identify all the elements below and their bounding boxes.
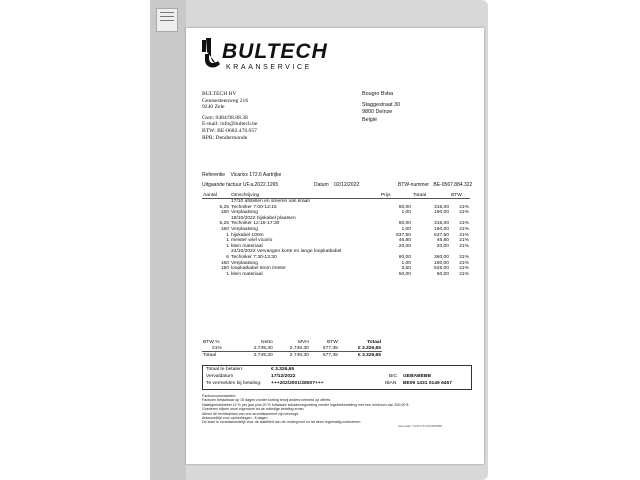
sender-gsm: Gsm: 0484/98.88.38: [202, 114, 248, 121]
vat-total-cell: 577,35: [310, 352, 339, 359]
vat-summary-table: [202, 339, 382, 358]
vat-total-cell: € 3.326,65: [339, 352, 382, 359]
bic-value: GEBABEBB: [403, 374, 431, 379]
terms-line: Facturen betaalbaar op 15 dagen zonder korting tenzij anders vermeld op offerte.: [202, 398, 332, 403]
vat-total-cell: 2.749,30: [238, 352, 274, 359]
cell-qty: 160: [220, 260, 229, 266]
page-thumbnail[interactable]: [156, 8, 178, 32]
vat-col-mvh: MVH: [297, 339, 309, 345]
cell-desc: Verplaatsing: [231, 210, 258, 216]
cell-price: 3,50: [401, 266, 411, 272]
footer-reference: Aanmaak: V13477A73C06086B6: [398, 424, 443, 428]
cell-price: 1,00: [401, 260, 411, 266]
terms-line: Alleen de rechtbanken van ons arrondissement zijn bevoegd.: [202, 411, 300, 416]
invoice-number: Uitgaande factuur UF.a.2022.1265: [202, 182, 279, 188]
terms-line: De klant is verantwoordelijk voor de stabiliteit van de ondergrond en tat deze regelmatig controleren.: [202, 420, 362, 425]
bic-label: BIC: [389, 374, 398, 379]
cell-total: 160,00: [434, 226, 449, 232]
company-logo-name: BULTECH: [222, 40, 328, 63]
cell-vat: 21%: [459, 243, 469, 249]
sender-address: [202, 91, 257, 141]
terms-line: Antwoordtijd voor opmerkingen : 8 dagen.: [202, 415, 269, 420]
payment-box: [202, 365, 472, 390]
vat-cell: € 3.326,65: [357, 345, 381, 351]
to-pay-label: Totaal te betalen:: [206, 367, 244, 372]
cell-desc: Verplaatsing: [231, 260, 258, 266]
terms-conditions: [202, 394, 409, 425]
company-logo-subtitle: KRAANSERVICE: [226, 64, 312, 71]
sender-email: E-mail: info@bultech.be: [202, 121, 258, 128]
col-btw: BTW: [450, 192, 470, 199]
vat-col-rate: BTW %: [203, 339, 220, 345]
cell-price: 60,00: [398, 204, 411, 210]
sender-street: Gentsesteenweg 216: [202, 97, 249, 104]
cell-qty: 1: [226, 238, 229, 244]
cell-total: 46,80: [436, 238, 449, 244]
vat-cell: 2.749,30: [253, 345, 273, 351]
cell-vat: 21%: [459, 210, 469, 216]
cell-total: 160,00: [434, 260, 449, 266]
cell-total: 160,00: [434, 210, 449, 216]
btw-number-label: BTW-nummer: [398, 182, 430, 188]
due-date-label: Vervaldatum: [206, 374, 234, 379]
cell-qty: 6: [226, 254, 229, 260]
cell-qty: 1: [226, 232, 229, 238]
customer-vat: [398, 182, 472, 188]
cell-price: 1,00: [401, 226, 411, 232]
sender-rpr: RPR: Dendermonde: [202, 134, 248, 141]
cell-vat: 21%: [459, 226, 469, 232]
cell-total: 315,00: [434, 221, 449, 227]
crane-hook-icon: [200, 38, 224, 72]
vat-col-totaal: Totaal: [366, 339, 381, 345]
cell-desc: 18/10/2022 hijskabel plaatsen: [231, 215, 296, 221]
recipient-country: België: [362, 116, 377, 123]
cell-price: 20,00: [398, 243, 411, 249]
vat-col-netto: Netto: [261, 339, 273, 345]
reference-label: Referentie: [202, 172, 226, 178]
recipient-name: Bougro Bvba: [362, 91, 394, 97]
invoice-lines: [202, 199, 470, 278]
iban-label: IBAN: [385, 381, 397, 386]
cell-qty: 1: [226, 271, 229, 277]
iban-value: BE09 1431 0149 6457: [403, 381, 452, 386]
cell-qty: 5,25: [219, 221, 229, 227]
reference-value: Vicarixx 172.6 Aartrijke: [230, 172, 282, 178]
recipient-city: 9800 Deinze: [362, 109, 393, 115]
date-value: 02/12/2022: [334, 182, 360, 188]
cell-total: 360,00: [434, 254, 449, 260]
invoice-date: [314, 182, 359, 188]
cell-vat: 21%: [459, 260, 469, 266]
cell-qty: 5,25: [219, 204, 229, 210]
cell-desc: 17/10 afstellen en smeren van kraan: [231, 199, 311, 204]
cell-total: 315,00: [434, 204, 449, 210]
invoice-page: [186, 28, 484, 464]
cell-total: 525,00: [434, 266, 449, 272]
reference-line: [202, 172, 281, 178]
terms-line: Factuurvoorwaarden:: [202, 394, 236, 398]
recipient-street: Staggestraat 30: [362, 101, 401, 108]
terms-line: Nalatigheidsintrest 12 % per jaar plus 20 % forfaitaire schadevergoeding zonder ingebrekestelling met een minimum van 300,00 €.: [202, 402, 410, 407]
cell-total: 637,50: [434, 232, 449, 238]
btw-number-value: BE-0567.884.322: [433, 182, 473, 188]
vat-col-btw: BTW: [327, 339, 338, 345]
cell-vat: 21%: [459, 254, 469, 260]
col-omschrijving: Omschrijving: [230, 192, 380, 199]
cell-qty: 160: [220, 226, 229, 232]
cell-desc: Verplaatsing: [231, 226, 258, 232]
cell-price: 60,00: [398, 254, 411, 260]
payment-ref-label: Te vermelden bij betaling:: [206, 381, 262, 386]
vat-total-cell: 2.749,30: [274, 352, 310, 359]
thumbnail-sidebar[interactable]: [150, 0, 186, 480]
vat-cell: 21%: [212, 345, 222, 351]
due-date-value: 17/12/2022: [271, 374, 296, 379]
vat-cell: 577,35: [322, 345, 338, 351]
cell-desc: Techniker 7:00-12:15: [231, 204, 277, 210]
cell-desc: meister wiel vicario: [231, 238, 273, 244]
vat-total-row: [202, 352, 382, 359]
cell-qty: 150: [220, 266, 229, 272]
cell-desc: hijskabel 100m: [231, 232, 264, 238]
vat-cell: 2.749,30: [289, 345, 309, 351]
invoice-lines-table: [202, 192, 470, 277]
cell-desc: Techniker 7:30-13:30: [231, 254, 277, 260]
cell-vat: 21%: [459, 238, 469, 244]
date-label: Datum: [314, 182, 329, 188]
sender-company: BULTECH BV: [202, 91, 237, 97]
cell-desc: klein materiaal: [231, 243, 263, 249]
table-row: [202, 272, 470, 278]
payment-ref-value: +++202/2001/28507+++: [271, 381, 324, 386]
recipient-address: [362, 91, 400, 124]
cell-desc: klein materiaal: [231, 271, 263, 277]
cell-total: 20,00: [436, 243, 449, 249]
cell-vat: 21%: [459, 271, 469, 277]
cell-vat: 21%: [459, 266, 469, 272]
cell-price: 1,00: [401, 210, 411, 216]
cell-desc: 24/10/2022 Vervangen korte en lange loopkatkabel: [231, 249, 342, 255]
sender-city: 9240 Zele: [202, 104, 225, 111]
cell-qty: 1: [226, 243, 229, 249]
cell-vat: 21%: [459, 204, 469, 210]
cell-price: 46,80: [398, 238, 411, 244]
cell-vat: 21%: [459, 221, 469, 227]
col-aantal: Aantal: [202, 192, 230, 199]
vat-total-cell: Totaal: [202, 352, 238, 359]
cell-qty: 160: [220, 210, 229, 216]
cell-price: 637,50: [396, 232, 411, 238]
cell-desc: loopkatkabel 6mm /meter: [231, 266, 286, 272]
col-prijs: Prijs: [380, 192, 412, 199]
cell-vat: 21%: [459, 232, 469, 238]
cell-total: 50,00: [436, 271, 449, 277]
col-totaal: Totaal: [412, 192, 450, 199]
cell-desc: Techniker 12:15-17:30: [231, 221, 280, 227]
sender-btw: BTW: BE-0682.476.657: [202, 127, 257, 134]
terms-line: Goederen blijven onze eigendom tot de volledige betaling ervan.: [202, 407, 305, 412]
cell-price: 60,00: [398, 221, 411, 227]
to-pay-value: € 3.326,65: [271, 367, 295, 372]
cell-price: 50,00: [398, 271, 411, 277]
